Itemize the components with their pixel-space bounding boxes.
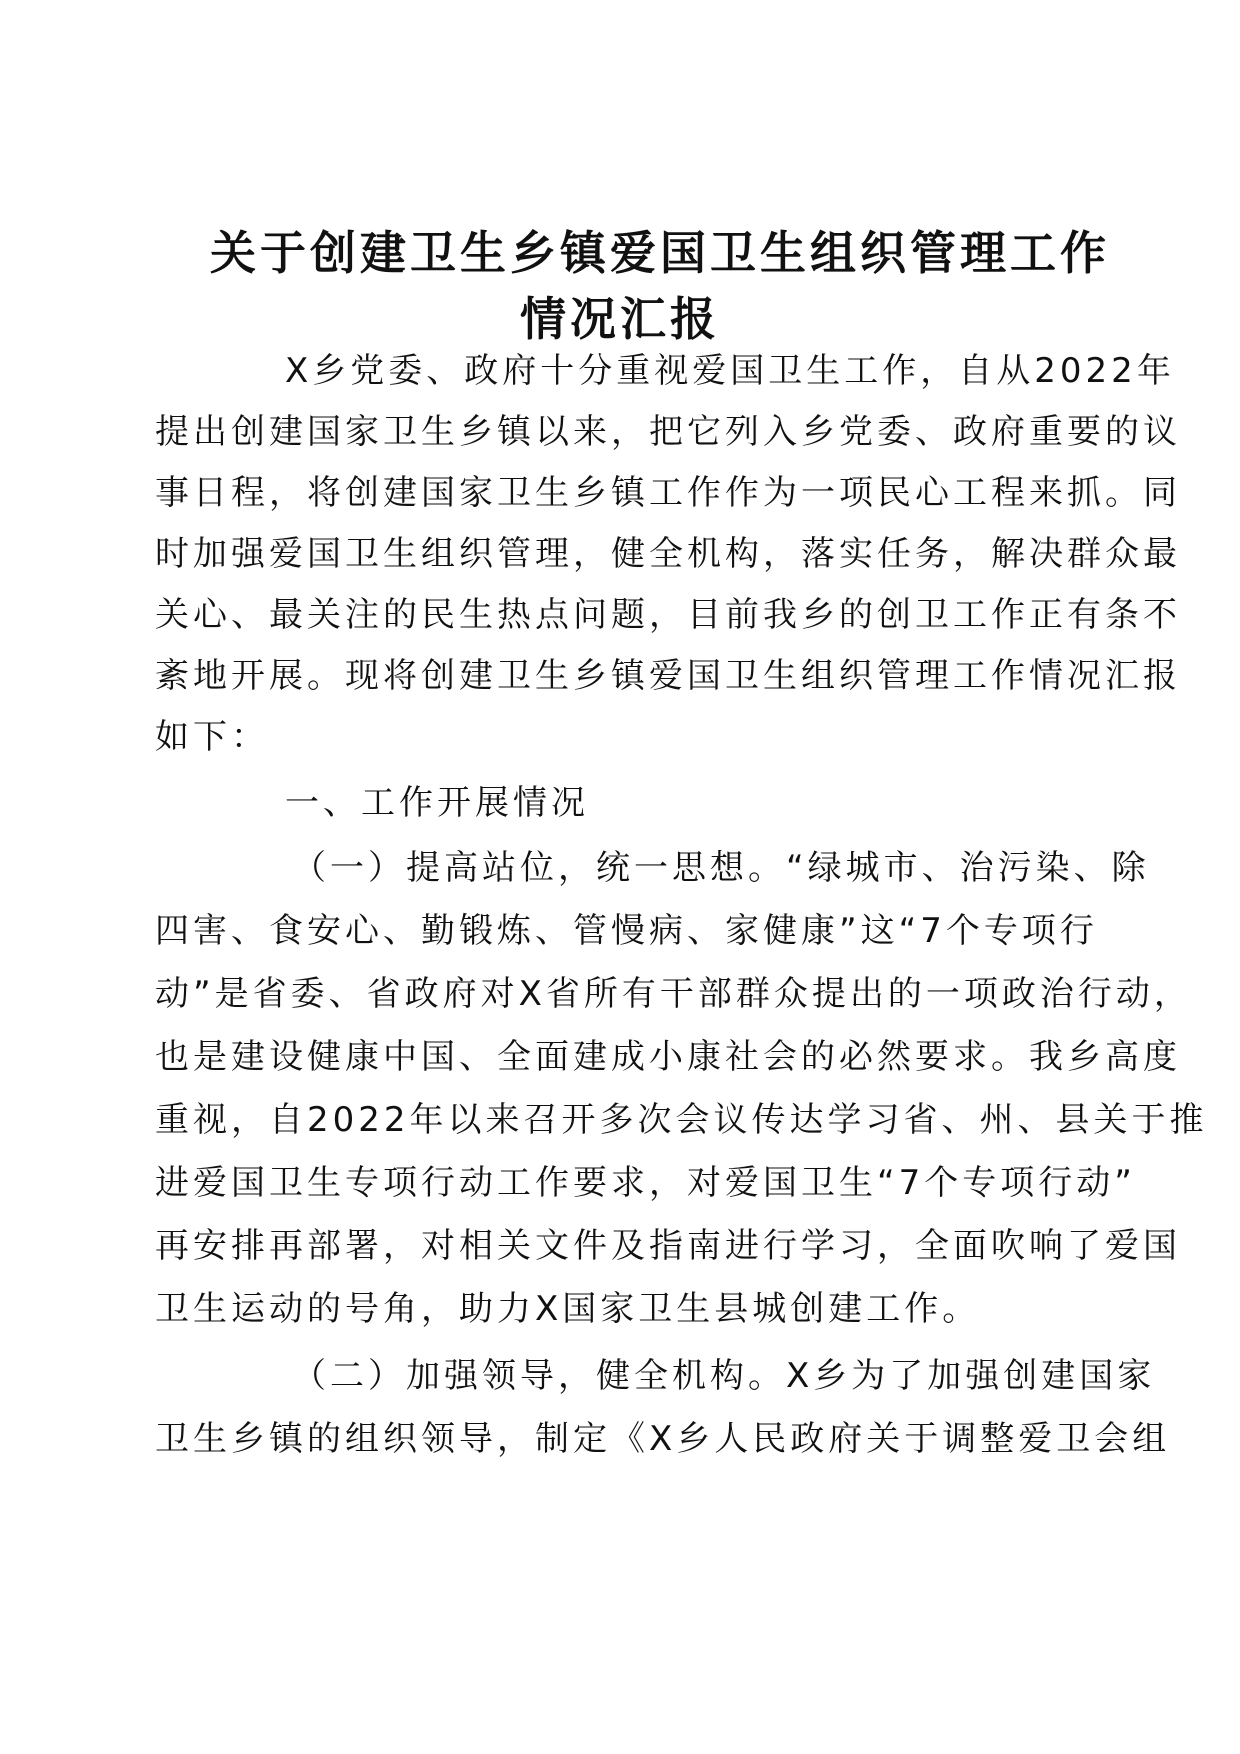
paragraph-1-line-1: X乡党委、政府十分重视爱国卫生工作，自从2022年 bbox=[285, 351, 1175, 391]
paragraph-2-line-2: 四害、食安心、勤锻炼、管慢病、家健康”这“7个专项行 bbox=[155, 911, 1098, 951]
paragraph-3-line-1: （二）加强领导，健全机构。X乡为了加强创建国家 bbox=[292, 1356, 1156, 1396]
paragraph-2-line-3: 动”是省委、省政府对X省所有干部群众提出的一项政治行动， bbox=[155, 974, 1192, 1014]
paragraph-2-line-8: 卫生运动的号角，助力X国家卫生县城创建工作。 bbox=[155, 1289, 981, 1329]
paragraph-2-line-1: （一）提高站位，统一思想。“绿城市、治污染、除 bbox=[292, 848, 1150, 888]
paragraph-2-line-4: 也是建设健康中国、全面建成小康社会的必然要求。我乡高度 bbox=[155, 1037, 1181, 1077]
document-title-line-2: 情况汇报 bbox=[520, 292, 720, 346]
paragraph-1-line-5: 关心、最关注的民生热点问题，目前我乡的创卫工作正有条不 bbox=[155, 595, 1181, 635]
paragraph-3-line-2: 卫生乡镇的组织领导，制定《X乡人民政府关于调整爱卫会组 bbox=[155, 1419, 1171, 1459]
paragraph-2-line-7: 再安排再部署，对相关文件及指南进行学习，全面吹响了爱国 bbox=[155, 1226, 1181, 1266]
paragraph-2-line-6: 进爱国卫生专项行动工作要求，对爱国卫生“7个专项行动” bbox=[155, 1163, 1136, 1203]
paragraph-2-line-5: 重视，自2022年以来召开多次会议传达学习省、州、县关于推 bbox=[155, 1100, 1208, 1140]
paragraph-1-line-7: 如下： bbox=[155, 717, 269, 757]
paragraph-1-line-4: 时加强爱国卫生组织管理，健全机构，落实任务，解决群众最 bbox=[155, 534, 1181, 574]
paragraph-1-line-6: 紊地开展。现将创建卫生乡镇爱国卫生组织管理工作情况汇报 bbox=[155, 656, 1181, 696]
paragraph-1-line-3: 事日程，将创建国家卫生乡镇工作作为一项民心工程来抓。同 bbox=[155, 473, 1181, 513]
paragraph-1-line-2: 提出创建国家卫生乡镇以来，把它列入乡党委、政府重要的议 bbox=[155, 412, 1181, 452]
section-heading-1: 一、工作开展情况 bbox=[285, 783, 589, 823]
document-title-line-1: 关于创建卫生乡镇爱国卫生组织管理工作 bbox=[210, 226, 1110, 280]
